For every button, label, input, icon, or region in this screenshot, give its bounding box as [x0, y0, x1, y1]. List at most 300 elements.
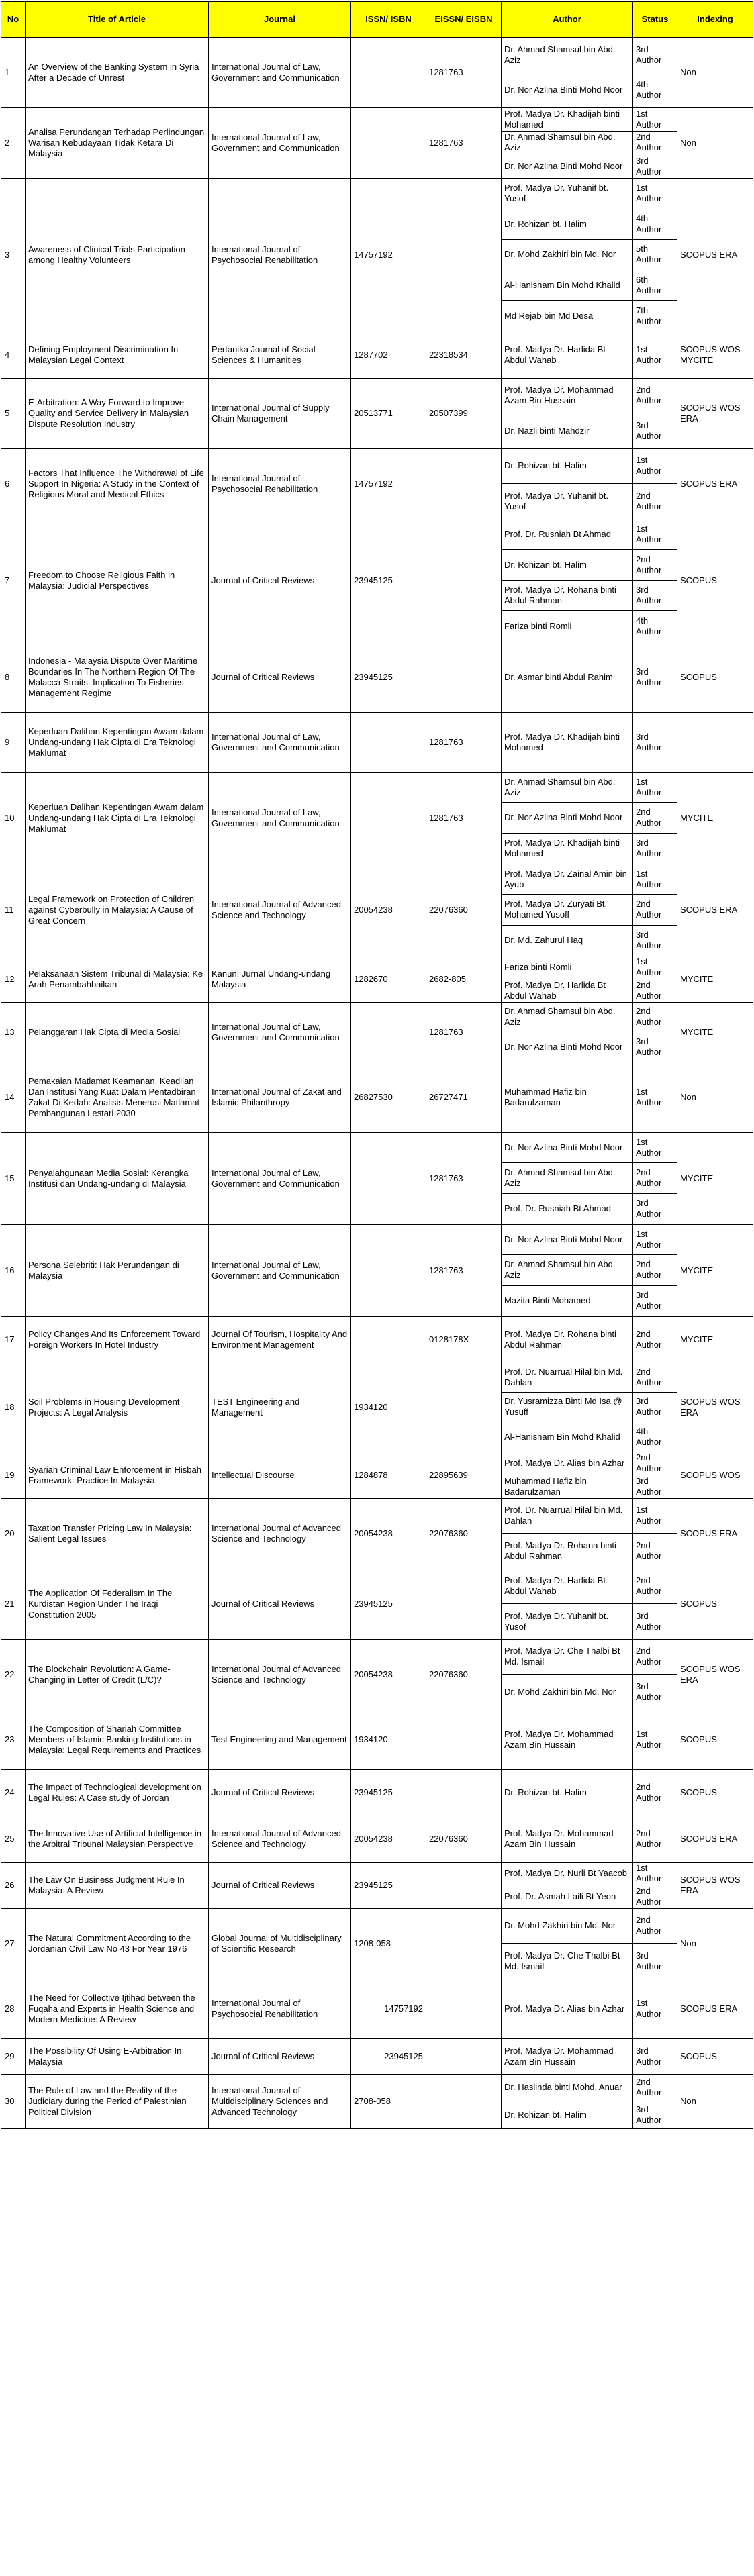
author-name: Dr. Yusramizza Binti Md Isa @ Yusuff [502, 1393, 632, 1422]
indexing-value: MYCITE [677, 1316, 753, 1363]
author-status: 3rd Author [636, 1475, 662, 1497]
eissn-value [426, 2074, 502, 2128]
author-cell [502, 1639, 633, 1710]
author-status: 2nd Author [636, 490, 662, 511]
row-number: 24 [1, 1769, 26, 1816]
eissn-value [426, 448, 502, 519]
article-title: Indonesia - Malaysia Dispute Over Maritime Boundaries In The Northern Region Of The Malacca Straits: Implication To Fisheries Management Regime [26, 642, 209, 712]
author-name: Prof. Madya Dr. Khadijah binti Mohamed [504, 838, 620, 859]
status-cell [633, 1979, 677, 2038]
issn-value: 26827530 [351, 1062, 426, 1132]
article-title: The Innovative Use of Artificial Intelligence in the Arbitral Tribunal Malaysian Perspective [26, 1816, 209, 1862]
eissn-value: 20507399 [426, 378, 502, 448]
author-name: Prof. Dr. Rusniah Bt Ahmad [502, 519, 632, 550]
journal-name: International Journal of Psychosocial Rehabilitation [209, 448, 351, 519]
author-name: Al-Hanisham Bin Mohd Khalid [502, 270, 632, 301]
author-name: Dr. Nor Azlina Binti Mohd Noor [504, 1041, 623, 1052]
author-status: 2nd Author [633, 1452, 677, 1475]
author-cell [502, 1816, 633, 1862]
author-name: Fariza binti Romli [504, 621, 572, 632]
author-status: 3rd Author [636, 731, 662, 752]
status-cell [633, 1862, 677, 1908]
issn-value: 1208-058 [351, 1908, 426, 1979]
author-cell [502, 2038, 633, 2074]
author-cell [502, 519, 633, 642]
author-name: Dr. Mohd Zakhiri bin Md. Nor [504, 1686, 616, 1697]
author-status: 2nd Author [633, 1909, 677, 1944]
table-row [1, 1816, 753, 1862]
journal-name: International Journal of Advanced Science and Technology [209, 864, 351, 956]
status-cell [633, 519, 677, 642]
indexing-value: SCOPUS ERA [677, 864, 753, 956]
issn-value [351, 38, 426, 108]
author-status: 1st Author [636, 1086, 662, 1107]
issn-value: 20054238 [351, 864, 426, 956]
eissn-value: 0128178X [426, 1316, 502, 1363]
table-row [1, 1452, 753, 1498]
eissn-value: 22895639 [426, 1452, 502, 1498]
author-status: 3rd Author [636, 1290, 662, 1311]
issn-value: 23945125 [351, 2038, 426, 2074]
author-status: 3rd Author [633, 581, 677, 611]
author-name: Prof. Madya Dr. Alias bin Azhar [502, 1452, 632, 1475]
eissn-value [426, 1363, 502, 1452]
indexing-value: MYCITE [677, 1132, 753, 1224]
author-cell [502, 1002, 633, 1062]
author-status: 2nd Author [633, 895, 677, 925]
author-status: 3rd Author [636, 2045, 662, 2067]
author-name: Dr. Mohd Zakhiri bin Md. Nor [502, 1909, 632, 1944]
author-name: Prof. Madya Dr. Mohammad Azam Bin Hussain [504, 2045, 614, 2067]
table-row [1, 1979, 753, 2038]
journal-name: Journal of Critical Reviews [209, 519, 351, 642]
row-number: 1 [1, 38, 26, 108]
eissn-value: 1281763 [426, 38, 502, 108]
author-status: 3rd Author [633, 38, 677, 72]
eissn-value [426, 2038, 502, 2074]
status-cell [633, 1498, 677, 1569]
table-row [1, 1224, 753, 1316]
author-status: 2nd Author [633, 132, 677, 155]
status-cell [633, 178, 677, 332]
row-number: 23 [1, 1710, 26, 1769]
journal-name: International Journal of Zakat and Islamic Philanthropy [209, 1062, 351, 1132]
status-cell [633, 1224, 677, 1316]
author-status: 4th Author [636, 79, 662, 100]
table-row [1, 642, 753, 712]
article-title: E-Arbitration: A Way Forward to Improve Quality and Service Delivery in Malaysian Dispute Resolution Industry [26, 378, 209, 448]
row-number: 9 [1, 712, 26, 772]
author-cell [502, 1862, 633, 1908]
author-status: 2nd Author [636, 1885, 662, 1907]
author-status: 2nd Author [633, 379, 677, 413]
header-status: Status [633, 2, 677, 38]
author-status: 3rd Author [636, 2103, 662, 2125]
author-name: Dr. Nor Azlina Binti Mohd Noor [502, 1133, 632, 1163]
row-number: 6 [1, 448, 26, 519]
author-name: Prof. Madya Dr. Yuhanif bt. Yusof [504, 490, 609, 511]
journal-name: International Journal of Law, Government and Communication [209, 1132, 351, 1224]
author-name: Fariza binti Romli [502, 956, 632, 979]
status-cell [633, 1316, 677, 1363]
eissn-value: 1281763 [426, 1002, 502, 1062]
indexing-value: SCOPUS ERA [677, 178, 753, 332]
issn-value [351, 772, 426, 864]
issn-value: 1934120 [351, 1363, 426, 1452]
article-title: Defining Employment Discrimination In Malaysian Legal Context [26, 332, 209, 378]
row-number: 10 [1, 772, 26, 864]
row-number: 14 [1, 1062, 26, 1132]
author-name: Prof. Madya Dr. Khadijah binti Mohamed [502, 108, 632, 132]
status-cell [633, 1002, 677, 1062]
author-status: 1st Author [636, 344, 662, 365]
article-title: Keperluan Dalihan Kepentingan Awam dalam Undang-undang Hak Cipta di Era Teknologi Maklumat [26, 772, 209, 864]
author-name: Dr. Rohizan bt. Halim [502, 209, 632, 240]
row-number: 15 [1, 1132, 26, 1224]
indexing-value: SCOPUS [677, 1769, 753, 1816]
indexing-value: Non [677, 1062, 753, 1132]
journal-name: Journal of Critical Reviews [209, 1569, 351, 1639]
issn-value: 23945125 [351, 1769, 426, 1816]
author-status: 1st Author [633, 179, 677, 209]
author-cell [502, 38, 633, 108]
article-title: Awareness of Clinical Trials Participation among Healthy Volunteers [26, 178, 209, 332]
table-row [1, 178, 753, 332]
table-row [1, 448, 753, 519]
table-row [1, 1769, 753, 1816]
author-name: Dr. Ahmad Shamsul bin Abd. Aziz [502, 1003, 632, 1032]
status-cell [633, 1816, 677, 1862]
issn-value: 23945125 [351, 642, 426, 712]
indexing-value: SCOPUS [677, 519, 753, 642]
issn-value: 1284878 [351, 1452, 426, 1498]
issn-value: 1282670 [351, 956, 426, 1002]
journal-name: International Journal of Law, Government and Communication [209, 772, 351, 864]
issn-value: 23945125 [351, 1569, 426, 1639]
author-cell [502, 712, 633, 772]
header-no: No [1, 2, 26, 38]
author-cell [502, 332, 633, 378]
author-status: 2nd Author [633, 1640, 677, 1675]
row-number: 18 [1, 1363, 26, 1452]
row-number: 25 [1, 1816, 26, 1862]
table-body [1, 38, 753, 2129]
journal-name: Journal of Critical Reviews [209, 1769, 351, 1816]
author-status: 1st Author [636, 1728, 662, 1750]
author-name: Prof. Dr. Nuarrual Hilal bin Md. Dahlan [502, 1499, 632, 1534]
row-number: 21 [1, 1569, 26, 1639]
author-name: Prof. Madya Dr. Mohammad Azam Bin Hussain [504, 1728, 614, 1750]
article-title: The Blockchain Revolution: A Game-Changing in Letter of Credit (L/C)? [26, 1639, 209, 1710]
author-status: 2nd Author [633, 803, 677, 833]
header-indexing: Indexing [677, 2, 753, 38]
article-title: The Impact of Technological development on Legal Rules: A Case study of Jordan [26, 1769, 209, 1816]
status-cell [633, 772, 677, 864]
journal-name: Pertanika Journal of Social Sciences & Humanities [209, 332, 351, 378]
author-status: 3rd Author [633, 1393, 677, 1422]
author-name: Dr. Ahmad Shamsul bin Abd. Aziz [502, 1163, 632, 1193]
author-name: Al-Hanisham Bin Mohd Khalid [504, 1431, 620, 1442]
row-number: 8 [1, 642, 26, 712]
author-status: 2nd Author [633, 1003, 677, 1032]
issn-value: 1287702 [351, 332, 426, 378]
row-number: 13 [1, 1002, 26, 1062]
indexing-value: Non [677, 108, 753, 179]
eissn-value [426, 1908, 502, 1979]
eissn-value: 22076360 [426, 1639, 502, 1710]
author-name: Mazita Binti Mohamed [504, 1295, 591, 1306]
journal-name: Journal Of Tourism, Hospitality And Environment Management [209, 1316, 351, 1363]
author-name: Prof. Madya Dr. Yuhanif bt. Yusof [502, 179, 632, 209]
author-name: Prof. Madya Dr. Yuhanif bt. Yusof [504, 1610, 609, 1632]
author-name: Muhammad Hafiz bin Badarulzaman [504, 1475, 587, 1497]
author-name: Prof. Madya Dr. Zuryati Bt. Mohamed Yusoff [502, 895, 632, 925]
indexing-value: MYCITE [677, 1002, 753, 1062]
author-status: 3rd Author [636, 930, 662, 951]
indexing-value [677, 712, 753, 772]
author-status: 2nd Author [633, 1569, 677, 1604]
status-cell [633, 1132, 677, 1224]
status-cell [633, 448, 677, 519]
author-cell [502, 1132, 633, 1224]
author-cell [502, 1224, 633, 1316]
author-cell [502, 772, 633, 864]
journal-name: TEST Engineering and Management [209, 1363, 351, 1452]
journal-name: Test Engineering and Management [209, 1710, 351, 1769]
table-row [1, 864, 753, 956]
author-name: Prof. Madya Dr. Alias bin Azhar [504, 2003, 625, 2014]
status-cell [633, 864, 677, 956]
eissn-value: 1281763 [426, 108, 502, 179]
author-name: Dr. Rohizan bt. Halim [504, 2109, 587, 2120]
author-name: Prof. Madya Dr. Che Thalbi Bt Md. Ismail [502, 1640, 632, 1675]
author-cell [502, 956, 633, 1002]
article-title: The Possibility Of Using E-Arbitration In Malaysia [26, 2038, 209, 2074]
article-title: An Overview of the Banking System in Syria After a Decade of Unrest [26, 38, 209, 108]
issn-value: 20054238 [351, 1816, 426, 1862]
status-cell [633, 332, 677, 378]
status-cell [633, 1908, 677, 1979]
eissn-value: 22076360 [426, 1498, 502, 1569]
status-cell [633, 378, 677, 448]
journal-name: International Journal of Psychosocial Rehabilitation [209, 178, 351, 332]
author-status: 1st Author [633, 108, 677, 132]
article-title: Pemakaian Matlamat Keamanan, Keadilan Dan Institusi Yang Kuat Dalam Pentadbiran Zakat Di Kedah: Analisis Menerusi Matlamat Pembangunan Lestari 2030 [26, 1062, 209, 1132]
indexing-value: SCOPUS ERA [677, 1816, 753, 1862]
journal-name: International Journal of Psychosocial Rehabilitation [209, 1979, 351, 2038]
author-cell [502, 108, 633, 179]
author-status: 3rd Author [636, 155, 662, 177]
table-row [1, 38, 753, 108]
author-name: Dr. Asmar binti Abdul Rahim [504, 671, 613, 682]
author-status: 1st Author [633, 1499, 677, 1534]
author-status: 1st Author [633, 773, 677, 803]
author-name: Prof. Madya Dr. Zainal Amin bin Ayub [502, 864, 632, 895]
indexing-value: MYCITE [677, 1224, 753, 1316]
author-status: 1st Author [633, 519, 677, 550]
indexing-value: SCOPUS WOS ERA [677, 1363, 753, 1452]
row-number: 28 [1, 1979, 26, 2038]
author-status: 3rd Author [636, 666, 662, 687]
indexing-value: Non [677, 1908, 753, 1979]
eissn-value [426, 519, 502, 642]
article-title: Syariah Criminal Law Enforcement in Hisbah Framework: Practice In Malaysia [26, 1452, 209, 1498]
journal-name: International Journal of Law, Government and Communication [209, 1002, 351, 1062]
author-name: Md Rejab bin Md Desa [504, 311, 594, 321]
author-cell [502, 448, 633, 519]
table-row [1, 378, 753, 448]
row-number: 29 [1, 2038, 26, 2074]
status-cell [633, 1062, 677, 1132]
table-row [1, 712, 753, 772]
author-status: 3rd Author [636, 1950, 662, 1971]
table-row [1, 1908, 753, 1979]
status-cell [633, 1363, 677, 1452]
author-name: Prof. Madya Dr. Nurli Bt Yaacob [502, 1863, 632, 1885]
author-name: Muhammad Hafiz bin Badarulzaman [504, 1086, 587, 1107]
article-title: The Law On Business Judgment Rule In Malaysia: A Review [26, 1862, 209, 1908]
author-name: Prof. Dr. Nuarrual Hilal bin Md. Dahlan [502, 1363, 632, 1393]
row-number: 11 [1, 864, 26, 956]
journal-name: International Journal of Law, Government and Communication [209, 108, 351, 179]
article-title: Legal Framework on Protection of Children against Cyberbully in Malaysia: A Cause of Great Concern [26, 864, 209, 956]
issn-value: 23945125 [351, 519, 426, 642]
author-status: 2nd Author [636, 979, 662, 1001]
journal-name: Global Journal of Multidisciplinary of Scientific Research [209, 1908, 351, 1979]
publications-table [1, 1, 753, 2129]
issn-value: 20513771 [351, 378, 426, 448]
author-status: 6th Author [633, 270, 677, 301]
article-title: The Natural Commitment According to the Jordanian Civil Law No 43 For Year 1976 [26, 1908, 209, 1979]
author-name: Dr. Ahmad Shamsul bin Abd. Aziz [502, 773, 632, 803]
eissn-value: 22076360 [426, 1816, 502, 1862]
author-status: 2nd Author [633, 1363, 677, 1393]
author-name: Dr. Rohizan bt. Halim [502, 449, 632, 484]
table-row [1, 1316, 753, 1363]
author-status: 1st Author [633, 1133, 677, 1163]
row-number: 27 [1, 1908, 26, 1979]
row-number: 3 [1, 178, 26, 332]
author-status: 3rd Author [636, 419, 662, 441]
author-status: 2nd Author [633, 1255, 677, 1285]
author-cell [502, 1498, 633, 1569]
author-status: 1st Author [636, 1997, 662, 2019]
author-cell [502, 1908, 633, 1979]
author-status: 4th Author [636, 1426, 662, 1447]
article-title: The Rule of Law and the Reality of the Judiciary during the Period of Palestinian Political Division [26, 2074, 209, 2128]
issn-value: 2708-058 [351, 2074, 426, 2128]
indexing-value: SCOPUS ERA [677, 448, 753, 519]
header-journal: Journal [209, 2, 351, 38]
table-row [1, 1363, 753, 1452]
issn-value: 14757192 [351, 1979, 426, 2038]
row-number: 26 [1, 1862, 26, 1908]
indexing-value: SCOPUS [677, 2038, 753, 2074]
indexing-value: SCOPUS WOS ERA [677, 1862, 753, 1908]
issn-value: 1934120 [351, 1710, 426, 1769]
status-cell [633, 1639, 677, 1710]
author-status: 3rd Author [636, 1681, 662, 1702]
author-name: Dr. Rohizan bt. Halim [504, 1787, 587, 1797]
author-cell [502, 864, 633, 956]
issn-value [351, 108, 426, 179]
eissn-value: 22076360 [426, 864, 502, 956]
author-name: Prof. Madya Dr. Che Thalbi Bt Md. Ismail [504, 1950, 620, 1971]
journal-name: International Journal of Law, Government and Communication [209, 38, 351, 108]
author-name: Prof. Madya Dr. Rohana binti Abdul Rahman [504, 1328, 616, 1350]
author-name: Prof. Madya Dr. Harlida Bt Abdul Wahab [502, 1569, 632, 1604]
author-name: Dr. Nor Azlina Binti Mohd Noor [504, 85, 623, 95]
author-cell [502, 178, 633, 332]
author-status: 3rd Author [636, 1610, 662, 1632]
article-title: Analisa Perundangan Terhadap Perlindungan Warisan Kebudayaan Tidak Ketara Di Malaysia [26, 108, 209, 179]
indexing-value: Non [677, 38, 753, 108]
article-title: Persona Selebriti: Hak Perundangan di Malaysia [26, 1224, 209, 1316]
eissn-value: 1281763 [426, 772, 502, 864]
author-name: Prof. Madya Dr. Rohana binti Abdul Rahman [502, 581, 632, 611]
row-number: 12 [1, 956, 26, 1002]
author-name: Dr. Nor Azlina Binti Mohd Noor [504, 160, 623, 171]
table-row [1, 2038, 753, 2074]
indexing-value: Non [677, 2074, 753, 2128]
eissn-value [426, 1769, 502, 1816]
author-status: 2nd Author [633, 1163, 677, 1193]
journal-name: Journal of Critical Reviews [209, 1862, 351, 1908]
row-number: 22 [1, 1639, 26, 1710]
table-row [1, 1569, 753, 1639]
status-cell [633, 108, 677, 179]
journal-name: Journal of Critical Reviews [209, 2038, 351, 2074]
author-status: 1st Author [633, 956, 677, 979]
status-cell [633, 1569, 677, 1639]
table-row [1, 1002, 753, 1062]
indexing-value: SCOPUS WOS ERA [677, 378, 753, 448]
author-name: Prof. Madya Dr. Harlida Bt Abdul Wahab [504, 979, 606, 1001]
author-cell [502, 642, 633, 712]
status-cell [633, 642, 677, 712]
article-title: Policy Changes And Its Enforcement Toward Foreign Workers In Hotel Industry [26, 1316, 209, 1363]
author-cell [502, 1710, 633, 1769]
article-title: Soil Problems in Housing Development Projects: A Legal Analysis [26, 1363, 209, 1452]
status-cell [633, 2074, 677, 2128]
table-row [1, 1132, 753, 1224]
author-cell [502, 1363, 633, 1452]
eissn-value [426, 178, 502, 332]
row-number: 4 [1, 332, 26, 378]
author-name: Dr. Rohizan bt. Halim [502, 550, 632, 581]
issn-value: 14757192 [351, 178, 426, 332]
author-name: Dr. Mohd Zakhiri bin Md. Nor [502, 240, 632, 270]
journal-name: International Journal of Advanced Science and Technology [209, 1498, 351, 1569]
table-row [1, 2074, 753, 2128]
indexing-value: SCOPUS ERA [677, 1498, 753, 1569]
journal-name: Journal of Critical Reviews [209, 642, 351, 712]
indexing-value: SCOPUS ERA [677, 1979, 753, 2038]
author-status: 2nd Author [636, 1828, 662, 1849]
author-status: 3rd Author [636, 1036, 662, 1057]
indexing-value: MYCITE [677, 772, 753, 864]
author-cell [502, 1569, 633, 1639]
issn-value: 14757192 [351, 448, 426, 519]
journal-name: Intellectual Discourse [209, 1452, 351, 1498]
author-status: 4th Author [636, 615, 662, 637]
article-title: The Composition of Shariah Committee Members of Islamic Banking Institutions in Malaysia: Legal Requirements and Practices [26, 1710, 209, 1769]
table-row [1, 332, 753, 378]
article-title: The Application Of Federalism In The Kurdistan Region Under The Iraqi Constitution 2005 [26, 1569, 209, 1639]
row-number: 5 [1, 378, 26, 448]
row-number: 19 [1, 1452, 26, 1498]
author-status: 2nd Author [633, 2075, 677, 2101]
